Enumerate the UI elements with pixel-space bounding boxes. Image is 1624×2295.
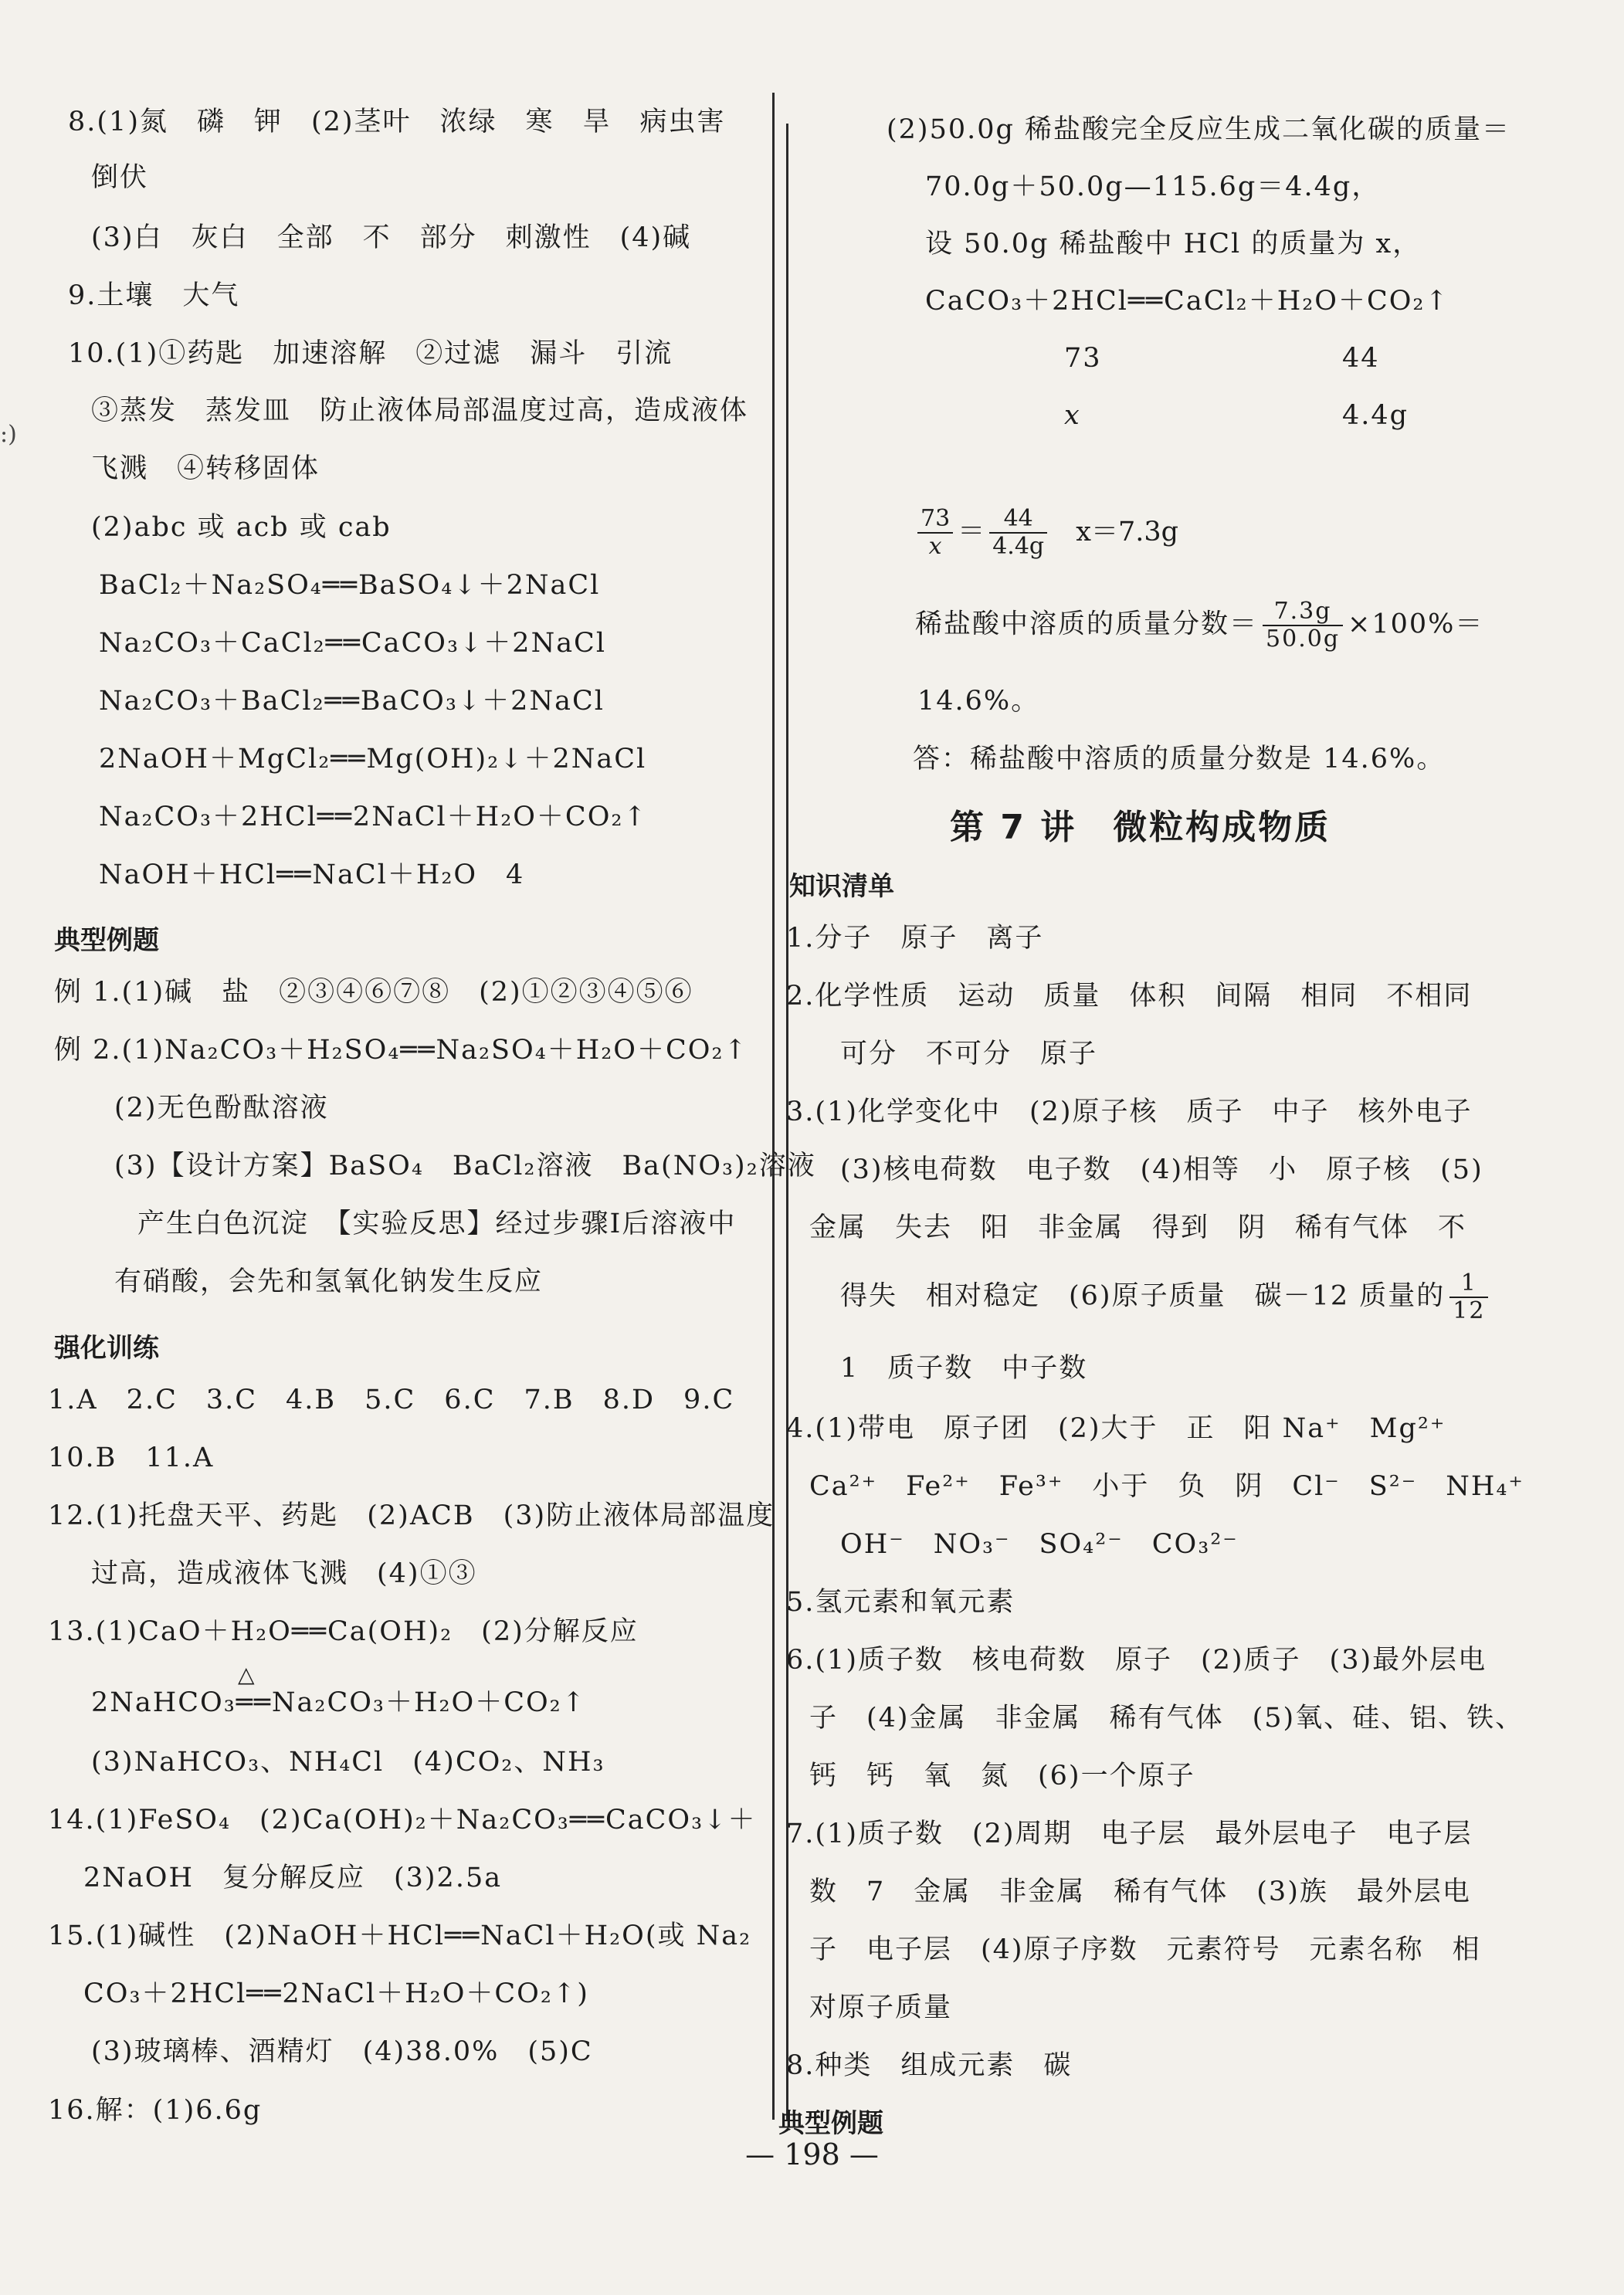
answer-line: CO₃＋2HCl══2NaCl＋H₂O＋CO₂↑) bbox=[83, 1978, 589, 2009]
margin-mark: :) bbox=[0, 421, 17, 448]
knowledge-line: (3)核电荷数 电子数 (4)相等 小 原子核 (5) bbox=[840, 1154, 1483, 1185]
section-heading-training: 强化训练 bbox=[54, 1333, 159, 1364]
knowledge-line: 7.(1)质子数 (2)周期 电子层 最外层电子 电子层 bbox=[786, 1819, 1473, 1849]
answer-line: (2)abc 或 acb 或 cab bbox=[91, 512, 392, 543]
example-line: 例 1.(1)碱 盐 ②③④⑥⑦⑧ (2)①②③④⑤⑥ bbox=[54, 977, 693, 1008]
solution-line: 设 50.0g 稀盐酸中 HCl 的质量为 x， bbox=[925, 229, 1422, 259]
solution-line: 70.0g＋50.0g—115.6g＝4.4g， bbox=[925, 171, 1381, 202]
section-heading-typical-examples: 典型例题 bbox=[54, 925, 159, 956]
answer-line: (3)白 灰白 全部 不 部分 刺激性 (4)碱 bbox=[91, 222, 692, 253]
answer-line: 10.B 11.A bbox=[48, 1442, 215, 1473]
example-line: (3)【设计方案】BaSO₄ BaCl₂溶液 Ba(NO₃)₂溶液 bbox=[114, 1151, 816, 1181]
equation-line: CaCO₃＋2HCl══CaCl₂＋H₂O＋CO₂↑ bbox=[925, 286, 1449, 317]
knowledge-line: 5.氢元素和氧元素 bbox=[786, 1587, 1015, 1618]
knowledge-line: 得失 相对稳定 (6)原子质量 碳－12 质量的 $\frac{1}{12}$ bbox=[840, 1270, 1493, 1324]
knowledge-line: 对原子质量 bbox=[809, 1992, 953, 2023]
answer-line: 12.(1)托盘天平、药匙 (2)ACB (3)防止液体局部温度 bbox=[48, 1500, 775, 1531]
example-line: 例 2.(1)Na₂CO₃＋H₂SO₄══Na₂SO₄＋H₂O＋CO₂↑ bbox=[54, 1035, 748, 1066]
answer-statement: 答：稀盐酸中溶质的质量分数是 14.6%。 bbox=[913, 744, 1446, 775]
answer-line: 8.(1)氮 磷 钾 (2)茎叶 浓绿 寒 旱 病虫害 bbox=[68, 107, 726, 137]
equation-line: NaOH＋HCl══NaCl＋H₂O 4 bbox=[99, 859, 525, 890]
answer-line: 2NaOH 复分解反应 (3)2.5a bbox=[83, 1863, 503, 1893]
knowledge-line: 1 质子数 中子数 bbox=[840, 1353, 1088, 1384]
ratio-value: 4.4g bbox=[1342, 400, 1409, 431]
answer-line: 1.A 2.C 3.C 4.B 5.C 6.C 7.B 8.D 9.C bbox=[48, 1385, 735, 1415]
answer-line: ③蒸发 蒸发皿 防止液体局部温度过高，造成液体 bbox=[91, 395, 749, 426]
example-line: 产生白色沉淀 【实验反思】经过步骤Ⅰ后溶液中 bbox=[137, 1209, 737, 1239]
ratio-value: x bbox=[1064, 400, 1081, 431]
answer-line: (3)玻璃棒、酒精灯 (4)38.0% (5)C bbox=[91, 2036, 593, 2067]
knowledge-line: 子 电子层 (4)原子序数 元素符号 元素名称 相 bbox=[809, 1934, 1481, 1965]
section-heading-knowledge: 知识清单 bbox=[789, 871, 894, 902]
knowledge-line: 2.化学性质 运动 质量 体积 间隔 相同 不相同 bbox=[786, 981, 1473, 1012]
knowledge-line: 1.分子 原子 离子 bbox=[786, 923, 1044, 954]
solution-line: (2)50.0g 稀盐酸完全反应生成二氧化碳的质量＝ bbox=[887, 114, 1511, 145]
answer-line: 过高，造成液体飞溅 (4)①③ bbox=[91, 1558, 477, 1589]
answer-line: 飞溅 ④转移固体 bbox=[91, 453, 320, 484]
example-line: 有硝酸，会先和氢氧化钠发生反应 bbox=[114, 1266, 544, 1297]
equation-line: BaCl₂＋Na₂SO₄══BaSO₄↓＋2NaCl bbox=[99, 570, 601, 601]
answer-line: 倒伏 bbox=[91, 162, 149, 193]
knowledge-line: 钙 钙 氧 氮 (6)一个原子 bbox=[809, 1761, 1195, 1792]
knowledge-line: 数 7 金属 非金属 稀有气体 (3)族 最外层电 bbox=[809, 1876, 1471, 1907]
answer-line: 10.(1)①药匙 加速溶解 ②过滤 漏斗 引流 bbox=[68, 338, 673, 369]
knowledge-line: 6.(1)质子数 核电荷数 原子 (2)质子 (3)最外层电 bbox=[786, 1645, 1487, 1676]
ratio-value: 44 bbox=[1342, 343, 1380, 374]
proportion-equation: $\frac{73}{x}$ ＝ $\frac{44}{4.4g}$ x＝7.3g bbox=[913, 506, 1178, 560]
equation-line: Na₂CO₃＋2HCl══2NaCl＋H₂O＋CO₂↑ bbox=[99, 802, 648, 832]
answer-line: 14.(1)FeSO₄ (2)Ca(OH)₂＋Na₂CO₃══CaCO₃↓＋ bbox=[48, 1805, 757, 1836]
answer-line: (3)NaHCO₃、NH₄Cl (4)CO₂、NH₃ bbox=[91, 1747, 605, 1778]
equation-line: Na₂CO₃＋BaCl₂══BaCO₃↓＋2NaCl bbox=[99, 686, 605, 717]
knowledge-line: 可分 不可分 原子 bbox=[840, 1039, 1098, 1070]
equation-line: Na₂CO₃＋CaCl₂══CaCO₃↓＋2NaCl bbox=[99, 628, 607, 659]
mass-fraction-equation: 稀盐酸中溶质的质量分数＝ $\frac{7.3g}{50.0g}$ ×100%＝ bbox=[915, 598, 1484, 653]
answer-line: 9.土壤 大气 bbox=[68, 280, 240, 311]
equation-line: 2NaOH＋MgCl₂══Mg(OH)₂↓＋2NaCl bbox=[99, 744, 647, 775]
knowledge-line: 子 (4)金属 非金属 稀有气体 (5)氧、硅、铝、铁、 bbox=[809, 1703, 1524, 1734]
column-divider-left bbox=[772, 93, 775, 2120]
ratio-value: 73 bbox=[1064, 343, 1102, 374]
section-heading-typical-examples-2: 典型例题 bbox=[778, 2108, 883, 2139]
answer-line: 13.(1)CaO＋H₂O══Ca(OH)₂ (2)分解反应 bbox=[48, 1616, 639, 1647]
solution-line: 14.6%。 bbox=[917, 686, 1040, 717]
knowledge-line: 3.(1)化学变化中 (2)原子核 质子 中子 核外电子 bbox=[786, 1097, 1473, 1127]
knowledge-line: OH⁻ NO₃⁻ SO₄²⁻ CO₃²⁻ bbox=[840, 1529, 1239, 1560]
knowledge-line: 4.(1)带电 原子团 (2)大于 正 阳 Na⁺ Mg²⁺ bbox=[786, 1413, 1446, 1444]
equation-line: 2NaHCO₃══Na₂CO₃＋H₂O＋CO₂↑ bbox=[91, 1687, 587, 1718]
knowledge-line: 金属 失去 阳 非金属 得到 阴 稀有气体 不 bbox=[809, 1212, 1467, 1243]
knowledge-line: Ca²⁺ Fe²⁺ Fe³⁺ 小于 负 阴 Cl⁻ S²⁻ NH₄⁺ bbox=[809, 1471, 1524, 1502]
knowledge-line: 8.种类 组成元素 碳 bbox=[786, 2050, 1073, 2081]
heating-symbol: △ bbox=[238, 1662, 255, 1687]
lecture-title: 第 7 讲 微粒构成物质 bbox=[950, 808, 1331, 847]
example-line: (2)无色酚酞溶液 bbox=[114, 1093, 329, 1124]
page-number: — 198 — bbox=[745, 2137, 879, 2171]
answer-line: 16.解：(1)6.6g bbox=[48, 2095, 263, 2126]
answer-line: 15.(1)碱性 (2)NaOH＋HCl══NaCl＋H₂O(或 Na₂ bbox=[48, 1920, 752, 1951]
